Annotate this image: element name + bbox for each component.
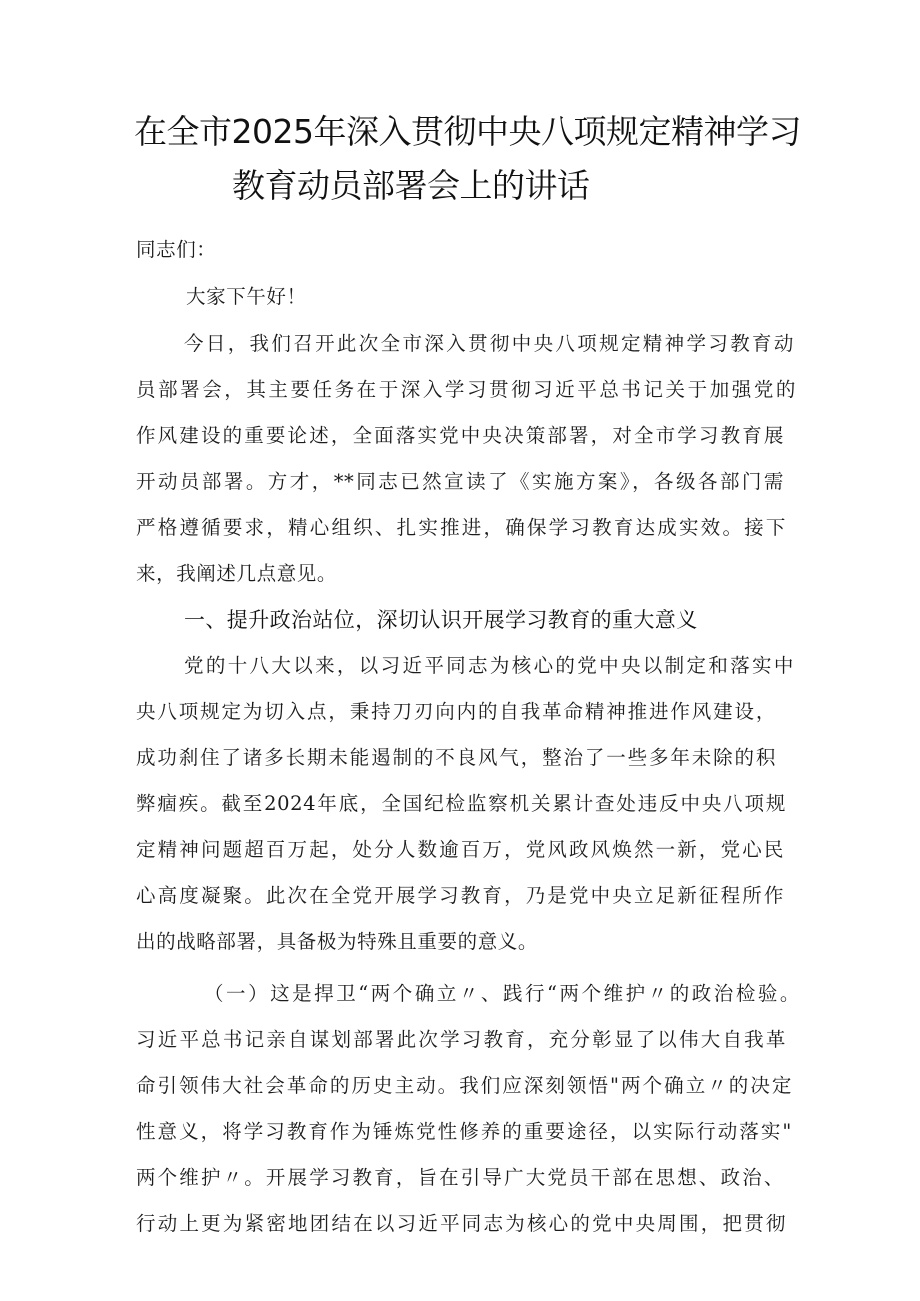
body-line: 严格遵循要求，精心组织、扎实推进，确保学习教育达成实效。接下: [136, 516, 786, 539]
section-heading: 一、提升政治站位，深切认识开展学习教育的重大意义: [184, 608, 698, 632]
body-line: 行动上更为紧密地团结在以习近平同志为核心的党中央周围，把贯彻: [136, 1212, 786, 1235]
body-line: 党的十八大以来，以习近平同志为核心的党中央以制定和落实中: [184, 654, 794, 677]
subsection-heading: （一）这是捍卫“两个确立〃、践行“两个维护〃的政治检验。: [204, 982, 800, 1005]
body-line: 定精神问题超百万起，处分人数逾百万，党风政风焕然一新，党心民: [136, 838, 784, 861]
body-line: 弊痼疾。截至2024年底，全国纪检监察机关累计查处违反中央八项规: [136, 792, 786, 815]
salutation: 同志们：: [136, 238, 217, 261]
document-title-line-2: 教育动员部署会上的讲话: [232, 166, 590, 205]
body-line: 今日，我们召开此次全市深入贯彻中央八项规定精神学习教育动: [184, 332, 794, 355]
body-line: 来，我阐述几点意见。: [136, 562, 338, 585]
body-line: 作风建设的重要论述，全面落实党中央决策部署，对全市学习教育展: [136, 424, 784, 447]
body-line: 性意义，将学习教育作为锤炼党性修养的重要途径，以实际行动落实": [136, 1120, 792, 1143]
body-line: 成功刹住了诸多长期未能遏制的不良风气，整治了一些多年未除的积: [136, 746, 776, 769]
body-line: 习近平总书记亲自谋划部署此次学习教育，充分彰显了以伟大自我革: [136, 1028, 786, 1051]
document-title-line-1: 在全市2025年深入贯彻中央八项规定精神学习: [134, 112, 801, 151]
body-line: 出的战略部署，具备极为特殊且重要的意义。: [136, 930, 539, 953]
body-line: 员部署会，其主要任务在于深入学习贯彻习近平总书记关于加强党的: [136, 378, 796, 401]
body-line: 命引领伟大社会革命的历史主动。我们应深刻领悟"两个确立〃的决定: [136, 1074, 792, 1097]
body-line: 心高度凝聚。此次在全党开展学习教育，乃是党中央立足新征程所作: [136, 884, 784, 907]
body-line: 两个维护〃。开展学习教育，旨在引导广大党员干部在思想、政治、: [136, 1166, 784, 1189]
greeting: 大家下午好！: [186, 285, 307, 308]
body-line: 开动员部署。方才，**同志已然宣读了《实施方案》，各级各部门需: [136, 470, 784, 493]
body-line: 央八项规定为切入点，秉持刀刃向内的自我革命精神推进作风建设，: [136, 700, 776, 723]
